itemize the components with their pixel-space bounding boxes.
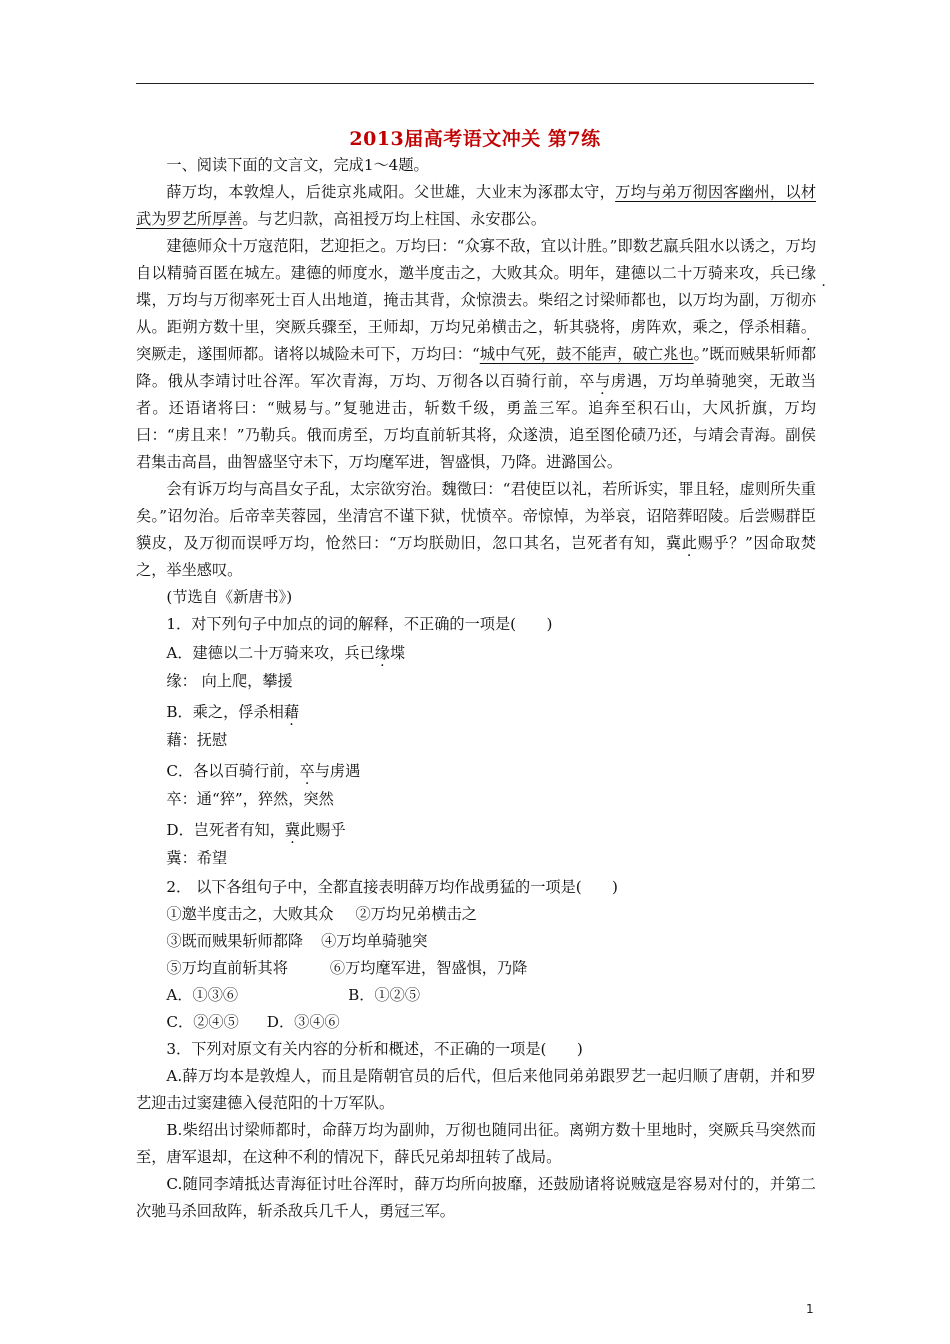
q1-option-d xyxy=(136,815,816,845)
text-run: 。突厥走，遂围师都。诸将以城险未可下，万均曰：“ xyxy=(136,318,817,363)
text-run: 。”既而贼果斩师都降。俄从李靖讨吐谷浑。军次青海，万均、万彻各以百骑行前， xyxy=(136,345,817,390)
dotted-word: 卒 xyxy=(299,762,315,780)
underlined-sentence: 城中气死，鼓不能声，破亡兆也 xyxy=(479,345,694,363)
q1-explanation-c: 卒：通“猝”，猝然，突然 xyxy=(166,790,334,808)
q2-item: ③既而贼果斩师都降 xyxy=(166,932,304,950)
text-run: 与虏遇，万均单骑驰突，无敢当者。还语诸将曰：“贼易与。”复驰进击，斩数千级，勇盖三军。追奔至积石山，大风折旗，万均曰：“虏且来！”乃勒兵。俄而虏至，万均直前斩其将，众遂溃，追至图伦碛乃还，与靖会青海。副侯君集击高昌，曲智盛坚守未下，万均麾军进，智盛惧，乃降。进潞国公。 xyxy=(136,372,817,471)
q1-option-a xyxy=(136,638,816,668)
dotted-word: 藉 xyxy=(785,318,801,336)
q2-option-c: C．②④⑤ xyxy=(166,1013,239,1031)
q3-option-a: A.薛万均本是敦煌人，而且是隋朝官员的后代，但后来他同弟弟跟罗艺一起归顺了唐朝，并和罗艺迎击过窦建德入侵范阳的十万军队。 xyxy=(136,1067,816,1112)
q1-option-c xyxy=(136,756,816,786)
dotted-word: 冀 xyxy=(284,821,301,839)
text-run: 会有诉万均与高昌女子乱，太宗欲穷治。魏徵曰：“君使臣以礼，若所诉实，罪且轻，虚则所失重矣。”诏勿治。后帝幸芙蓉园，坐清宫不谨下狱，忧愤卒。帝惊悼，为举哀，诏陪葬昭陵。后尝赐群臣貘皮，及万彻而误呼万均，怆然曰：“万均朕勋旧，忽口其名，岂死者有知， xyxy=(136,480,816,552)
document-body xyxy=(136,152,816,1225)
q2-row xyxy=(136,955,816,982)
passage-paragraph-3 xyxy=(136,476,816,584)
text-run: B．乘之，俘杀相 xyxy=(166,703,284,721)
dotted-word: 缘 xyxy=(800,264,816,282)
q3-stem: 3．下列对原文有关内容的分析和概述，不正确的一项是( ) xyxy=(166,1040,583,1058)
q3-option-c: C.随同李靖抵达青海征讨吐谷浑时，薛万均所向披靡，还鼓励诸将说贼寇是容易对付的，并第二次驰马杀回敌阵，斩杀敌兵几千人，勇冠三军。 xyxy=(136,1175,816,1220)
text-run: 建德师众十万寇范阳，艺迎拒之。万均曰：“众寡不敌，宜以计胜。”即数艺羸兵阻水以诱之，万均自以精骑百匿在城左。建德的师度水，邀半度击之，大败其众。明年，建德以二十万骑来攻，兵已 xyxy=(136,237,816,282)
text-run: 堞 xyxy=(389,644,406,662)
underlined-sentence: 万均与弟万彻因客幽州，以材武为罗艺所厚善 xyxy=(136,183,817,228)
header-rule xyxy=(136,83,814,84)
q2-option-d: D．③④⑥ xyxy=(266,1013,340,1031)
passage-paragraph-2 xyxy=(136,233,816,476)
dotted-word: 冀 xyxy=(665,534,682,552)
dotted-word: 藉 xyxy=(283,703,300,721)
page-title: 2013届高考语文冲关 第7练 xyxy=(349,128,601,150)
q2-item: ⑤万均直前斩其将 xyxy=(166,959,288,977)
text-run: 。与艺归款，高祖授万均上柱国、永安郡公。 xyxy=(242,210,547,228)
text-run: C．各以百骑行前， xyxy=(166,762,300,780)
q2-stem: 2． 以下各组句子中，全都直接表明薛万均作战勇猛的一项是( ) xyxy=(166,878,618,896)
q1-explanation-d: 冀：希望 xyxy=(166,849,228,867)
q2-options-row xyxy=(136,982,816,1009)
q2-item: ①邀半度击之，大败其众 xyxy=(166,905,334,923)
q1-explanation-b: 藉：抚慰 xyxy=(166,731,228,749)
q2-item: ②万均兄弟横击之 xyxy=(355,905,477,923)
passage-paragraph-1 xyxy=(136,179,816,233)
page-number: 1 xyxy=(806,1302,814,1316)
q1-option-b xyxy=(136,697,816,727)
text-run: A．建德以二十万骑来攻，兵已 xyxy=(166,644,375,662)
q2-item: ④万均单骑驰突 xyxy=(321,932,428,950)
dotted-word: 缘 xyxy=(374,644,390,662)
q2-options-row xyxy=(136,1009,816,1036)
q2-row xyxy=(136,901,816,928)
text-run: 此赐乎？”因命取焚之，举坐感叹。 xyxy=(136,534,817,579)
instruction: 一、阅读下面的文言文，完成1～4题。 xyxy=(166,156,429,174)
source-note: (节选自《新唐书》) xyxy=(166,588,293,606)
q1-explanation-a: 缘： 向上爬，攀援 xyxy=(166,672,293,690)
dotted-word: 卒 xyxy=(579,372,596,390)
text-run: D．岂死者有知， xyxy=(166,821,285,839)
q2-item: ⑥万均麾军进，智盛惧，乃降 xyxy=(329,959,528,977)
q3-option-b: B.柴绍出讨梁师都时，命薛万均为副帅，万彻也随同出征。离朔方数十里地时，突厥兵马突然而至，唐军退却，在这种不利的情况下，薛氏兄弟却扭转了战局。 xyxy=(136,1121,816,1166)
text-run: 与虏遇 xyxy=(314,762,361,780)
text-run: 堞，万均与万彻率死士百人出地道，掩击其背，众惊溃去。柴绍之讨梁师都也，以万均为副，万彻亦从。距朔方数十里，突厥兵骤至，王师却，万均兄弟横击之，斩其骁将，虏阵欢，乘之，俘杀相 xyxy=(136,291,816,336)
q2-option-a: A．①③⑥ xyxy=(166,986,239,1004)
q2-option-b: B．①②⑤ xyxy=(348,986,421,1004)
text-run: 薛万均，本敦煌人，后徙京兆咸阳。父世雄，大业末为涿郡太守， xyxy=(166,183,616,201)
q1-stem: 1．对下列句子中加点的词的解释，不正确的一项是( ) xyxy=(166,615,553,633)
q2-row xyxy=(136,928,816,955)
text-run: 此赐乎 xyxy=(300,821,346,839)
